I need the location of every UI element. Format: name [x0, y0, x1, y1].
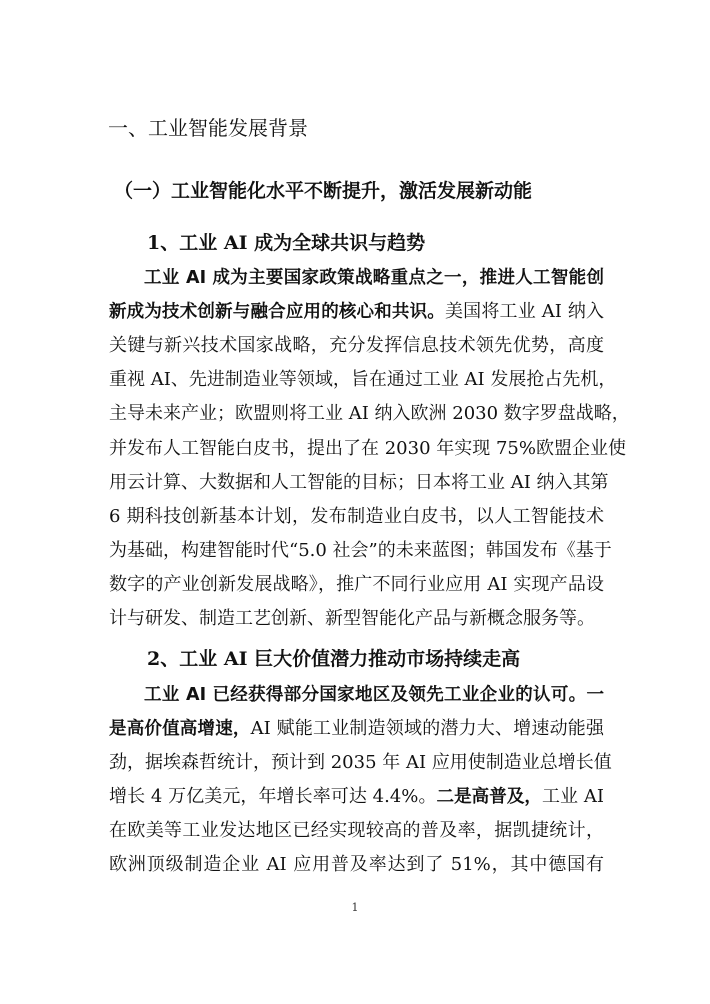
paragraph-2-line-2	[109, 720, 604, 739]
paragraph-1-line-5: 主导未来产业；欧盟则将工业 AI 纳入欧洲 2030 数字罗盘战略，	[109, 403, 630, 424]
heading-1: 1、工业 AI 成为全球共识与趋势	[147, 232, 426, 254]
paragraph-1-line-10: 数字的产业创新发展战略》，推广不同行业应用 AI 实现产品设	[109, 574, 604, 595]
paragraph-1-line-2	[109, 303, 604, 322]
subsection-title: （一）工业智能化水平不断提升，激活发展新动能	[114, 180, 533, 202]
paragraph-2-line-3: 劲，据埃森哲统计，预计到 2035 年 AI 应用使制造业总增长值	[109, 752, 612, 773]
paragraph-2-line-1	[144, 686, 604, 705]
paragraph-2-line-4	[109, 788, 604, 807]
paragraph-2-lead-2: 是高价值高增速，	[109, 719, 251, 739]
paragraph-1-lead-1: 工业 AI 成为主要国家政策战略重点之一，推进人工智能创	[144, 268, 604, 288]
paragraph-2-lead-4: 二是高普及，	[436, 787, 542, 807]
paragraph-1-line-4: 重视 AI、先进制造业等领域，旨在通过工业 AI 发展抢占先机，	[109, 369, 617, 390]
paragraph-1-line-8: 6 期科技创新基本计划，发布制造业白皮书，以人工智能技术	[109, 506, 604, 527]
paragraph-2-text-4a: 增长 4 万亿美元，年增长率可达 4.4%。	[109, 786, 437, 807]
paragraph-1-text-2: 美国将工业 AI 纳入	[444, 301, 604, 322]
page-number: 1	[351, 901, 359, 914]
paragraph-2-line-5: 在欧美等工业发达地区已经实现较高的普及率，据凯捷统计，	[109, 820, 604, 841]
paragraph-2-line-6: 欧洲顶级制造企业 AI 应用普及率达到了 51%，其中德国有	[109, 854, 604, 875]
paragraph-1-line-1	[144, 269, 604, 288]
paragraph-1-lead-2: 新成为技术创新与融合应用的核心和共识。	[109, 302, 445, 322]
heading-2: 2、工业 AI 巨大价值潜力推动市场持续走高	[147, 648, 521, 670]
paragraph-2-lead-1: 工业 AI 已经获得部分国家地区及领先工业企业的认可。一	[144, 685, 604, 705]
paragraph-1-line-3: 关键与新兴技术国家战略，充分发挥信息技术领先优势，高度	[109, 335, 604, 356]
paragraph-2-text-2: AI 赋能工业制造领域的潜力大、增速动能强	[250, 718, 604, 739]
paragraph-1-line-7: 用云计算、大数据和人工智能的目标；日本将工业 AI 纳入其第	[109, 472, 609, 493]
paragraph-2-text-4b: 工业 AI	[541, 786, 604, 807]
section-title: 一、工业智能发展背景	[108, 116, 308, 140]
paragraph-1-line-11: 计与研发、制造工艺创新、新型智能化产品与新概念服务等。	[109, 608, 595, 629]
paragraph-1-line-6: 并发布人工智能白皮书，提出了在 2030 年实现 75%欧盟企业使	[109, 438, 626, 459]
paragraph-1-line-9: 为基础，构建智能时代“5.0 社会”的未来蓝图；韩国发布《基于	[109, 540, 612, 561]
